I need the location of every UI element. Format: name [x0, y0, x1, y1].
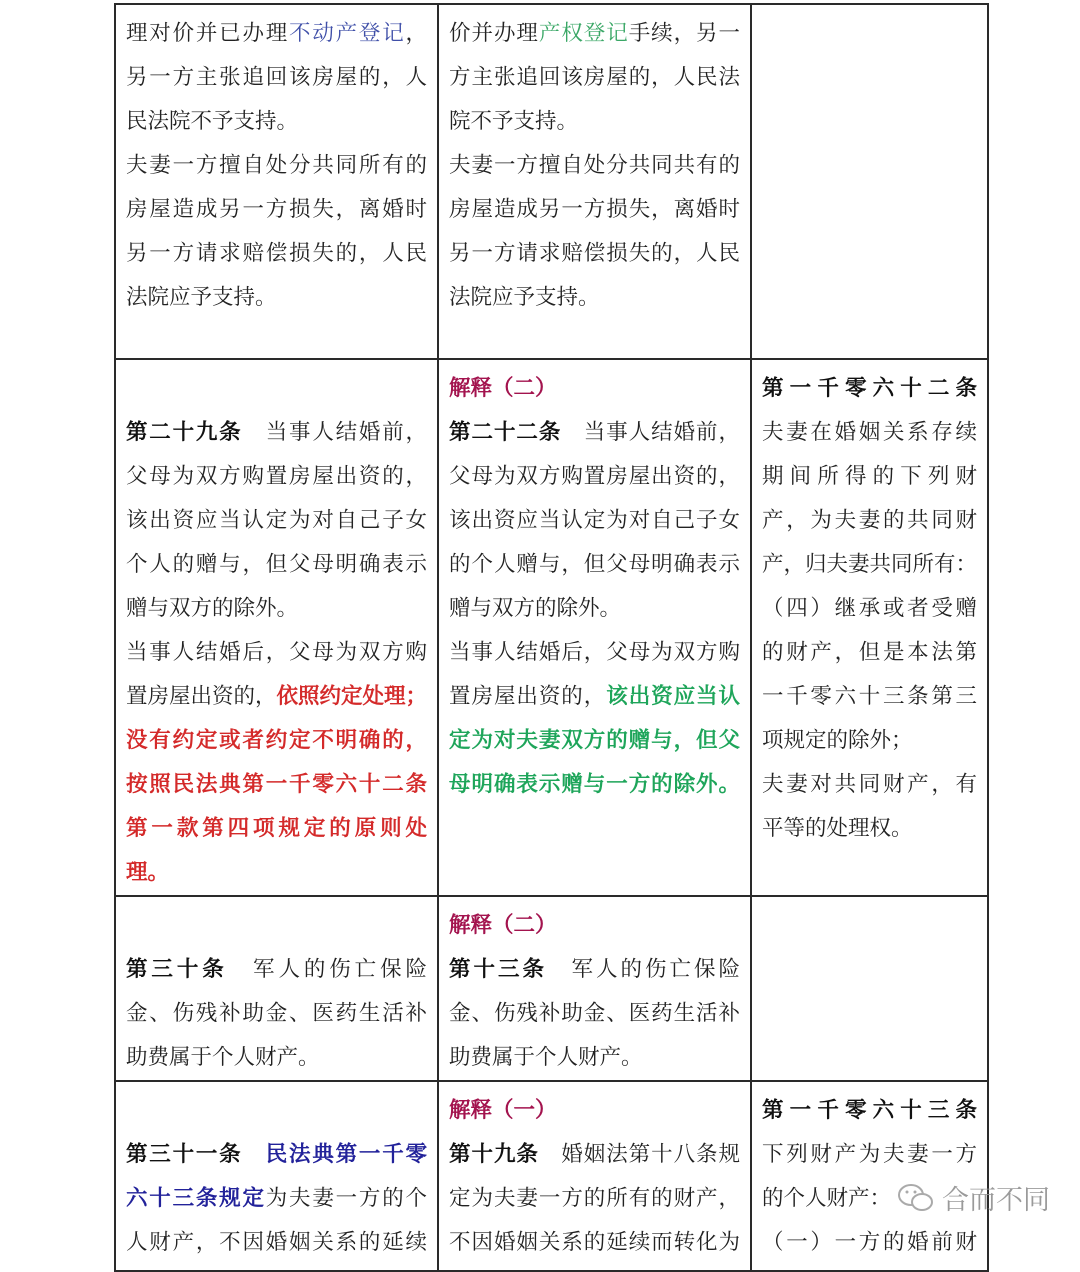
watermark-text: 合而不同: [942, 1185, 1050, 1216]
text-segment: （一）一方的婚前财: [762, 1230, 978, 1255]
text-segment: 另一方请求赔偿损失的，人民: [126, 241, 428, 266]
table-cell: [438, 896, 751, 1081]
text-line: [449, 144, 740, 188]
text-segment: 当事人结婚前，: [242, 420, 428, 445]
text-line: [126, 1036, 427, 1080]
article-number: 第三十一条: [126, 1142, 243, 1167]
text-line: [449, 367, 740, 411]
text-line: [449, 188, 740, 232]
text-segment: 理对价并已办理: [126, 21, 290, 46]
text-segment: （四）继承或者受赠: [762, 596, 978, 621]
text-segment: 民法院不予支持。: [126, 109, 299, 134]
interpretation-label: 解释（二）: [449, 376, 557, 401]
text-segment: 夫妻在婚姻关系存续: [762, 420, 978, 445]
text-line: [126, 12, 427, 56]
text-line: [126, 719, 427, 763]
text-line: [126, 367, 427, 411]
article-number: 第一千零六十二条: [762, 376, 978, 401]
text-line: [449, 1036, 740, 1080]
text-segment: 房屋造成另一方损失，离婚时: [126, 197, 428, 222]
text-segment: 民法典第一千零: [265, 1142, 427, 1167]
text-line: [449, 411, 740, 455]
text-segment: 助费属于个人财产。: [126, 1045, 320, 1070]
law-comparison-table: [114, 3, 989, 1272]
text-segment: 为夫妻一方的个: [265, 1186, 428, 1211]
text-line: [449, 100, 740, 144]
text-line: [762, 1133, 977, 1177]
text-segment: 该出资应当认定为对自己子女: [449, 508, 741, 533]
table-row: [115, 359, 988, 896]
article-number: 第十九条: [449, 1142, 539, 1167]
text-segment: 军人的伤亡保险: [227, 957, 428, 982]
text-segment: 方主张追回该房屋的，人民法: [449, 65, 741, 90]
text-line: [126, 499, 427, 543]
table-cell: [438, 4, 751, 359]
text-line: [126, 992, 427, 1036]
text-segment: 人财产，不因婚姻关系的延续: [126, 1230, 428, 1255]
text-line: [126, 411, 427, 455]
text-segment: 另一方主张追回该房屋的，人: [126, 65, 428, 90]
text-segment: 一千零六十三条第三: [762, 684, 978, 709]
text-line: [126, 851, 427, 895]
text-segment: 定为夫妻一方的所有的财产，: [449, 1186, 741, 1211]
text-line: [762, 499, 977, 543]
table-cell: [751, 359, 988, 896]
text-line: [126, 188, 427, 232]
article-number: 第二十二条: [449, 420, 562, 445]
text-segment: ，: [405, 21, 428, 46]
text-segment: 第一款第四项规定的原则处: [126, 816, 428, 841]
text-line: [126, 276, 427, 320]
text-segment: 法院应予支持。: [126, 285, 277, 310]
table-cell: [751, 896, 988, 1081]
text-line: [126, 455, 427, 499]
text-line: [762, 763, 977, 807]
text-segment: 房屋造成另一方损失，离婚时: [449, 197, 741, 222]
text-line: [449, 232, 740, 276]
text-line: [126, 807, 427, 851]
text-line: [762, 587, 977, 631]
text-line: [762, 807, 977, 851]
text-line: [126, 1221, 427, 1265]
text-segment: 另一方请求赔偿损失的，人民: [449, 241, 741, 266]
text-line: [449, 12, 740, 56]
text-line: [126, 904, 427, 948]
text-segment: 助费属于个人财产。: [449, 1045, 643, 1070]
table-cell: [751, 4, 988, 359]
text-segment: 产权登记: [538, 21, 629, 46]
text-segment: 的财产，但是本法第: [762, 640, 978, 665]
text-segment: 法院应予支持。: [449, 285, 600, 310]
text-segment: 价并办理: [449, 21, 539, 46]
text-segment: 婚姻法第十八条规: [538, 1142, 741, 1167]
text-line: [762, 411, 977, 455]
table-cell: [115, 896, 438, 1081]
text-line: [126, 100, 427, 144]
table-cell: [438, 359, 751, 896]
text-line: [449, 675, 740, 719]
text-segment: [242, 1142, 265, 1167]
text-segment: 手续，另一: [628, 21, 741, 46]
text-segment: 产，为夫妻的共同财: [762, 508, 978, 533]
article-number: 第二十九条: [126, 420, 243, 445]
text-segment: 的个人财产：: [762, 1186, 892, 1211]
text-segment: 下列财产为夫妻一方: [762, 1142, 978, 1167]
text-segment: 该出资应当认: [606, 684, 741, 709]
text-line: [449, 992, 740, 1036]
text-line: [126, 1133, 427, 1177]
text-line: [449, 1177, 740, 1221]
text-segment: 赠与双方的除外。: [126, 596, 299, 621]
text-line: [449, 543, 740, 587]
text-line: [762, 675, 977, 719]
text-segment: 个人的赠与，但父母明确表示: [126, 552, 428, 577]
text-line: [126, 675, 427, 719]
text-segment: 依照约定处理；: [276, 684, 428, 709]
table-cell: [115, 1081, 438, 1271]
interpretation-label: 解释（一）: [449, 1098, 557, 1123]
text-line: [449, 1221, 740, 1265]
text-line: [126, 56, 427, 100]
text-segment: 期间所得的下列财: [762, 464, 978, 489]
text-line: [449, 904, 740, 948]
text-line: [449, 631, 740, 675]
table-row: [115, 1081, 988, 1271]
text-segment: 六十三条规定: [126, 1186, 266, 1211]
text-segment: 父母为双方购置房屋出资的，: [126, 464, 428, 489]
text-segment: 项规定的除外；: [762, 728, 913, 753]
text-line: [449, 948, 740, 992]
text-segment: 夫妻一方擅自处分共同共有的: [449, 153, 741, 178]
text-segment: 金、伤残补助金、医药生活补: [126, 1001, 428, 1026]
text-segment: 的个人赠与，但父母明确表示: [449, 552, 741, 577]
text-segment: 父母为双方购置房屋出资的，: [449, 464, 741, 489]
table-row: [115, 896, 988, 1081]
table-cell: [115, 4, 438, 359]
text-segment: 不动产登记: [289, 21, 406, 46]
text-line: [762, 1089, 977, 1133]
text-line: [762, 367, 977, 411]
text-segment: 夫妻一方擅自处分共同所有的: [126, 153, 428, 178]
text-line: [126, 763, 427, 807]
article-number: 第十三条: [449, 957, 548, 982]
text-segment: 平等的处理权。: [762, 816, 913, 841]
text-line: [449, 1089, 740, 1133]
text-segment: 夫妻对共同财产，有: [762, 772, 978, 797]
table-cell: [115, 359, 438, 896]
table-cell: [751, 1081, 988, 1271]
text-line: [126, 1089, 427, 1133]
text-line: [449, 276, 740, 320]
text-segment: 赠与双方的除外。: [449, 596, 622, 621]
text-line: [762, 455, 977, 499]
text-line: [126, 631, 427, 675]
text-line: [449, 1133, 740, 1177]
text-segment: 该出资应当认定为对自己子女: [126, 508, 428, 533]
text-line: [762, 719, 977, 763]
text-line: [126, 587, 427, 631]
table-row: [115, 4, 988, 359]
article-number: 第三十条: [126, 957, 228, 982]
text-line: [126, 144, 427, 188]
text-segment: 置房屋出资的，: [449, 684, 607, 709]
text-line: [762, 543, 977, 587]
text-line: [762, 631, 977, 675]
text-line: [449, 56, 740, 100]
text-segment: 当事人结婚前，: [561, 420, 741, 445]
text-segment: 不因婚姻关系的延续而转化为: [449, 1230, 741, 1255]
table-cell: [438, 1081, 751, 1271]
text-segment: 院不予支持。: [449, 109, 579, 134]
text-segment: 当事人结婚后，父母为双方购: [126, 640, 428, 665]
text-segment: 母明确表示赠与一方的除外。: [449, 772, 741, 797]
text-segment: 产，归夫妻共同所有：: [762, 552, 978, 577]
text-line: [126, 543, 427, 587]
text-line: [449, 719, 740, 763]
article-number: 第一千零六十三条: [762, 1098, 978, 1123]
text-segment: 没有约定或者约定不明确的，: [126, 728, 428, 753]
wechat-icon: [896, 1181, 936, 1215]
text-line: [126, 948, 427, 992]
text-line: [126, 232, 427, 276]
watermark: [896, 1178, 1050, 1217]
text-line: [126, 1177, 427, 1221]
interpretation-label: 解释（二）: [449, 913, 557, 938]
text-line: [762, 1221, 977, 1265]
text-segment: 金、伤残补助金、医药生活补: [449, 1001, 741, 1026]
text-segment: 理。: [126, 860, 170, 885]
text-line: [449, 499, 740, 543]
text-line: [449, 587, 740, 631]
text-segment: 置房屋出资的，: [126, 684, 277, 709]
text-segment: 军人的伤亡保险: [547, 957, 741, 982]
text-segment: 当事人结婚后，父母为双方购: [449, 640, 741, 665]
text-segment: 定为对夫妻双方的赠与，但父: [449, 728, 741, 753]
text-line: [449, 455, 740, 499]
text-segment: 按照民法典第一千零六十二条: [126, 772, 428, 797]
text-line: [449, 763, 740, 807]
